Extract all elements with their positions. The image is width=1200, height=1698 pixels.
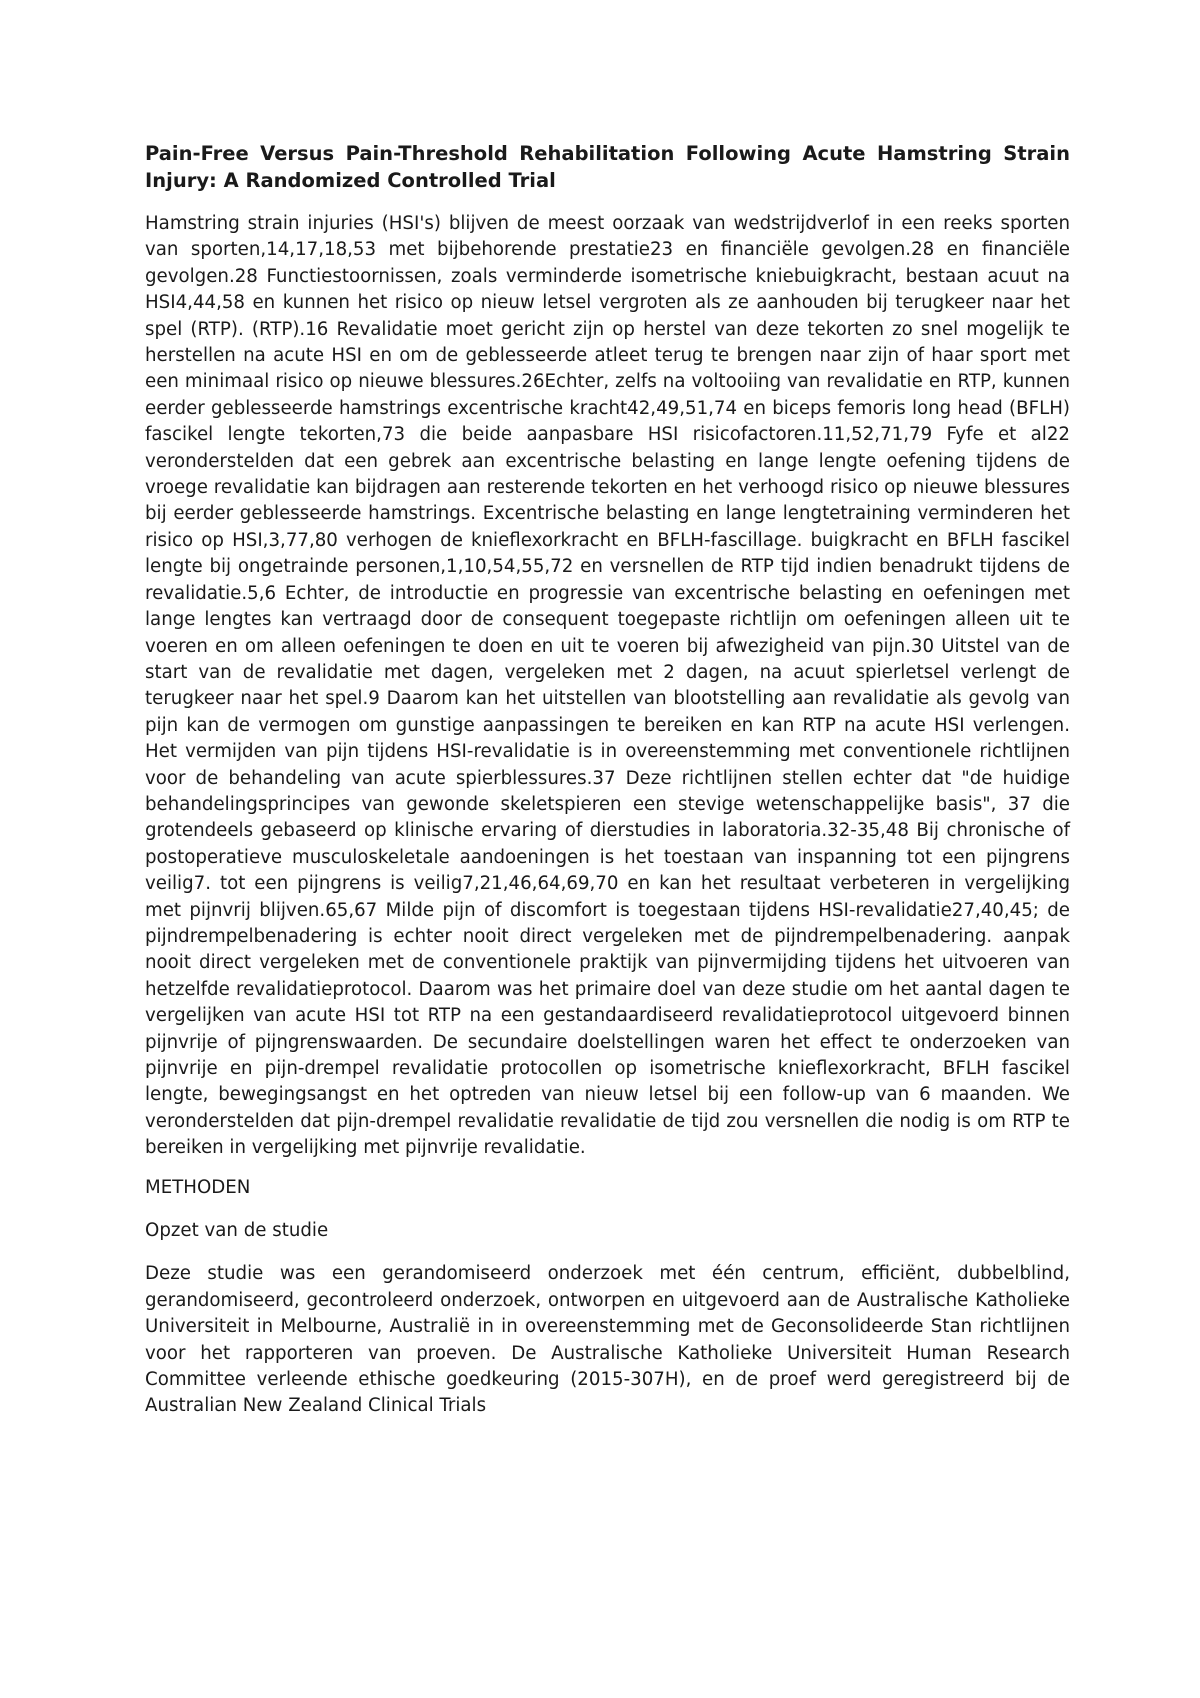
document-title: Pain-Free Versus Pain-Threshold Rehabilitation Following Acute Hamstring Strain Injury: A Randomized Controlled Trial	[145, 142, 1070, 192]
methods-paragraph: Deze studie was een gerandomiseerd onderzoek met één centrum, efficiënt, dubbelblind, gerandomiseerd, gecontroleerd onderzoek, ontworpen en uitgevoerd aan de Australische Katholieke Universiteit in Melbourne, Australië in in overeenstemming met de Geconsolideerde Stan richtlijnen voor het rapporteren van proeven. De Australische Katholieke Universiteit Human Research Committee verleende ethische goedkeuring (2015-307H), en de proef werd geregistreerd bij de Australian New Zealand Clinical Trials	[145, 1263, 1070, 1417]
document-page	[145, 140, 1070, 1433]
intro-paragraph: Hamstring strain injuries (HSI's) blijven de meest oorzaak van wedstrijdverlof in een reeks sporten van sporten,14,17,18,53 met bijbehorende prestatie23 en financiële gevolgen.28 en financiële gevolgen.28 Functiestoornissen, zoals verminderde isometrische kniebuigkracht, bestaan acuut na HSI4,44,58 en kunnen het risico op nieuw letsel vergroten als ze aanhouden bij terugkeer naar het spel (RTP). (RTP).16 Revalidatie moet gericht zijn op herstel van deze tekorten zo snel mogelijk te herstellen na acute HSI en om de geblesseerde atleet terug te brengen naar zijn of haar sport met een minimaal risico op nieuwe blessures.26Echter, zelfs na voltooiing van revalidatie en RTP, kunnen eerder geblesseerde hamstrings excentrische kracht42,49,51,74 en biceps femoris long head (BFLH) fascikel lengte tekorten,73 die beide aanpasbare HSI risicofactoren.11,52,71,79 Fyfe et al22 veronderstelden dat een gebrek aan excentrische belasting en lange lengte oefening tijdens de vroege revalidatie kan bijdragen aan resterende tekorten en het verhoogd risico op nieuwe blessures bij eerder geblesseerde hamstrings. Excentrische belasting en lange lengtetraining verminderen het risico op HSI,3,77,80 verhogen de knieflexorkracht en BFLH-fascillage. buigkracht en BFLH fascikel lengte bij ongetrainde personen,1,10,54,55,72 en versnellen de RTP tijd indien benadrukt tijdens de revalidatie.5,6 Echter, de introductie en progressie van excentrische belasting en oefeningen met lange lengtes kan vertraagd door de consequent toegepaste richtlijn om oefeningen alleen uit te voeren en om alleen oefeningen te doen en uit te voeren bij afwezigheid van pijn.30 Uitstel van de start van de revalidatie met dagen, vergeleken met 2 dagen, na acuut spierletsel verlengt de terugkeer naar het spel.9 Daarom kan het uitstellen van blootstelling aan revalidatie als gevolg van pijn kan de vermogen om gunstige aanpassingen te bereiken en kan RTP na acute HSI verlengen. Het vermijden van pijn tijdens HSI-revalidatie is in overeenstemming met conventionele richtlijnen voor de behandeling van acute spierblessures.37 Deze richtlijnen stellen echter dat "de huidige behandelingsprincipes van gewonde skeletspieren een stevige wetenschappelijke basis", 37 die grotendeels gebaseerd op klinische ervaring of dierstudies in laboratoria.32-35,48 Bij chronische of postoperatieve musculoskeletale aandoeningen is het toestaan van inspanning tot een pijngrens veilig7. tot een pijngrens is veilig7,21,46,64,69,70 en kan het resultaat verbeteren in vergelijking met pijnvrij blijven.65,67 Milde pijn of discomfort is toegestaan tijdens HSI-revalidatie27,40,45; de pijndrempelbenadering is echter nooit direct vergeleken met de pijndrempelbenadering. aanpak nooit direct vergeleken met de conventionele praktijk van pijnvermijding tijdens het uitvoeren van hetzelfde revalidatieprotocol. Daarom was het primaire doel van deze studie om het aantal dagen te vergelijken van acute HSI tot RTP na een gestandaardiseerd revalidatieprotocol uitgevoerd binnen pijnvrije of pijngrenswaarden. De secundaire doelstellingen waren het effect te onderzoeken van pijnvrije en pijn-drempel revalidatie protocollen op isometrische knieflexorkracht, BFLH fascikel lengte, bewegingsangst en het optreden van nieuw letsel bij een follow-up van 6 maanden. We veronderstelden dat pijn-drempel revalidatie revalidatie de tijd zou versnellen die nodig is om RTP te bereiken in vergelijking met pijnvrije revalidatie.	[145, 213, 1070, 1159]
section-heading-methods: METHODEN	[145, 1176, 251, 1198]
subsection-heading-study-design: Opzet van de studie	[145, 1220, 329, 1242]
